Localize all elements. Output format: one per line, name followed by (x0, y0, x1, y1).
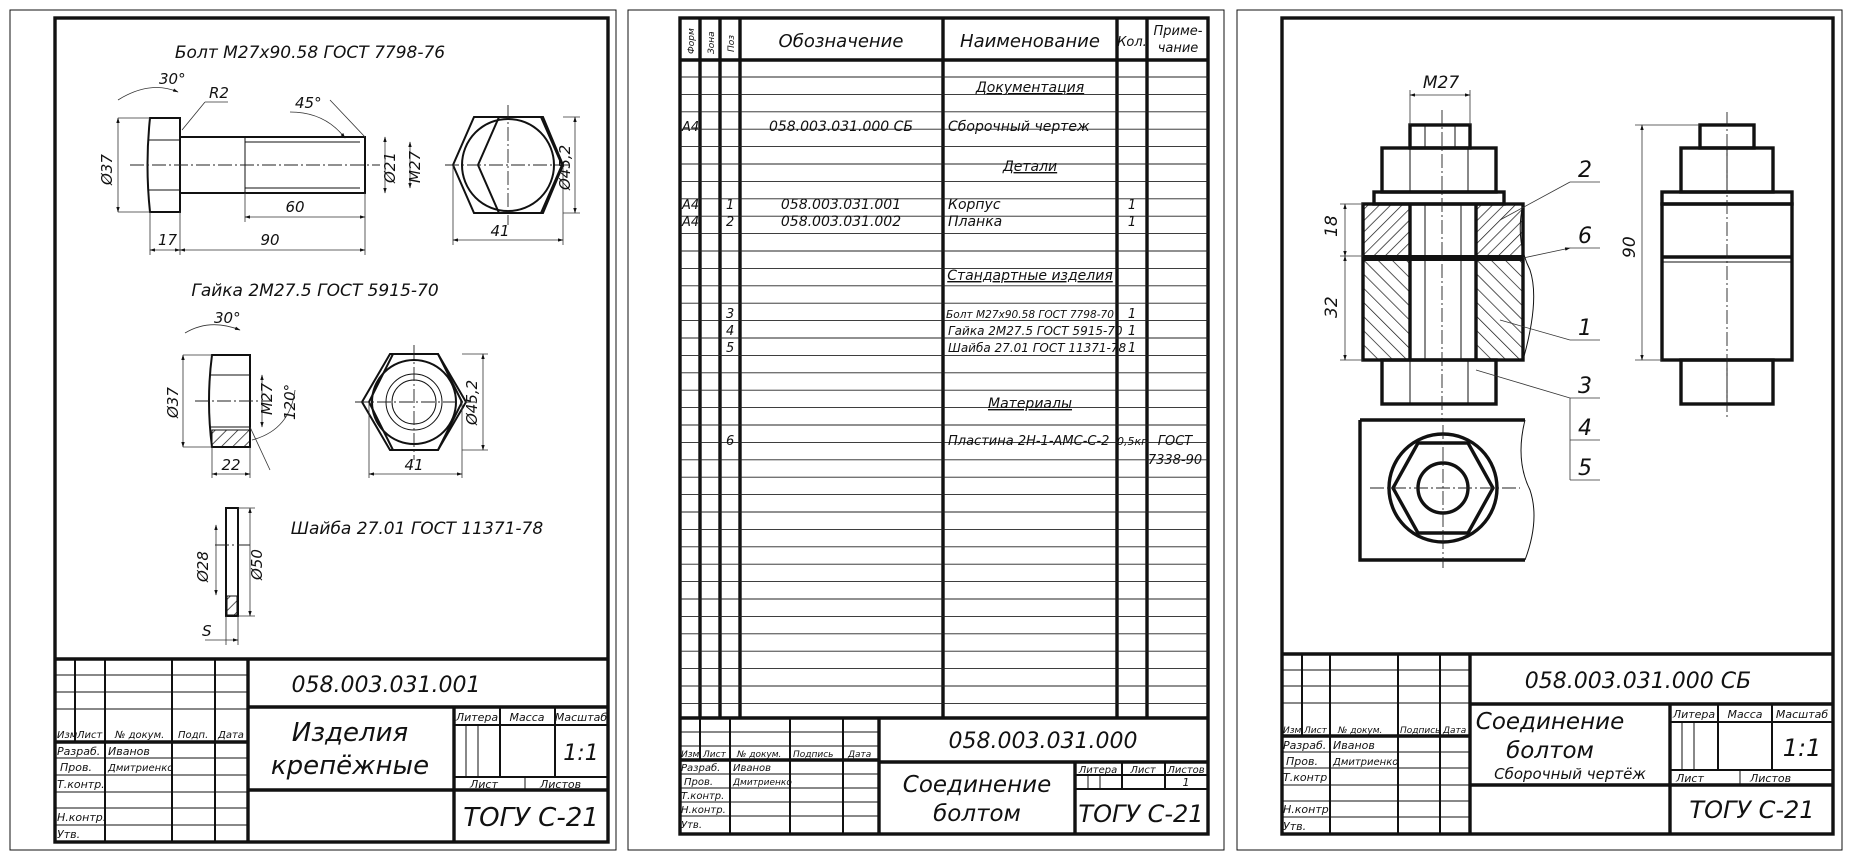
col-qty-header: Кол. (1117, 35, 1147, 50)
spec-row (726, 341, 1136, 356)
sheet-assembly-drawing (1237, 10, 1842, 850)
col-format-header: Форм (687, 28, 697, 54)
sheet2-listov-header: Листов (1167, 765, 1205, 776)
assembly-height-18-label: 18 (1322, 215, 1342, 237)
sheet2-drawing-code: 058.003.031.000 (948, 729, 1138, 754)
thread-length-label: 60 (285, 198, 305, 216)
col-note-header-1: Приме- (1153, 24, 1203, 39)
section-parts: Детали (1002, 159, 1058, 175)
sheet2-h-doc: № докум. (737, 750, 782, 760)
sheet2-list-header: Лист (1130, 765, 1156, 776)
head-height-label: 17 (158, 231, 178, 249)
sheet1-drawing-code: 058.003.031.001 (291, 673, 481, 698)
callout-4: 4 (1578, 416, 1592, 441)
sheet2-role-tech-control: Т.контр. (681, 791, 725, 802)
hex-flat-label: 41 (490, 222, 510, 240)
spec-row (726, 307, 1136, 322)
nut-side-view (183, 325, 295, 478)
nut-angle-label: 30° (214, 309, 241, 327)
sheet2-role-developer: Разраб. (681, 763, 721, 774)
spec-row-note-continued: 7338-90 (1147, 453, 1203, 468)
assembly-height-32-label: 32 (1322, 296, 1342, 318)
spec-row-name: Шайба 27.01 ГОСТ 11371-78 (948, 341, 1127, 355)
callout-5: 5 (1578, 456, 1592, 481)
sheet1-role-developer: Разраб. (57, 745, 101, 758)
nut-title: Гайка 2М27.5 ГОСТ 5915-70 (191, 281, 439, 301)
sheet1-litera-header: Литера (455, 711, 499, 724)
sheet2-checker-name: Дмитриенко (733, 778, 792, 788)
spec-row-note: ГОСТ (1157, 434, 1193, 449)
spec-row-quantity: 1 (1127, 198, 1137, 213)
sheet1-h-list: Лист (77, 730, 103, 741)
sheet1-developer-name: Иванов (108, 745, 150, 758)
sheet3-title-line1: Соединение (1475, 709, 1625, 735)
sheet3-role-checker: Пров. (1286, 755, 1318, 768)
spec-row-quantity: 0,5кг (1117, 435, 1147, 448)
sheet1-scale-header: Масштаб (554, 711, 608, 724)
sheet1-h-sign: Подп. (178, 730, 209, 741)
assembly-total-height-label: 90 (1620, 236, 1640, 258)
washer-inner-diameter-label: Ø28 (194, 551, 212, 582)
sheet-specification (628, 10, 1224, 850)
sheet3-list-header: Лист (1676, 772, 1704, 785)
sheet3-scale-header: Масштаб (1775, 708, 1829, 721)
spec-row-name: Корпус (948, 197, 1001, 213)
bolt-angle-label: 30° (159, 70, 186, 88)
spec-row-name: Болт М27х90.58 ГОСТ 7798-70 (946, 308, 1114, 321)
sheet1-listov-header: Листов (540, 778, 582, 791)
assembly-side-view (1635, 112, 1792, 420)
sheet3-checker-name: Дмитриенко (1333, 757, 1399, 768)
assembly-top-view (1360, 420, 1534, 568)
spec-row (726, 324, 1136, 339)
spec-row-designation: 058.003.031.001 (780, 197, 902, 213)
callout-2: 2 (1578, 158, 1592, 183)
col-note-header-2: чание (1157, 41, 1199, 56)
sheet3-h-doc: № докум. (1338, 726, 1383, 736)
hex-diagonal-label: Ø45,2 (556, 144, 574, 190)
sheet3-role-norm-control: Н.контр (1283, 803, 1329, 816)
shank-diameter-label: Ø21 (381, 152, 399, 183)
sheet2-title-line2: болтом (933, 801, 1021, 827)
sheet1-role-tech-control: Т.контр. (57, 778, 105, 791)
sheet2-role-approver: Утв. (681, 820, 702, 831)
sheet-fastener-details (10, 10, 616, 850)
spec-row-position: 6 (726, 434, 735, 449)
sheet2-listov-value: 1 (1182, 776, 1190, 789)
washer-title: Шайба 27.01 ГОСТ 11371-78 (290, 519, 544, 539)
nut-hex-diagonal-label: Ø45,2 (463, 379, 481, 425)
sheet3-developer-name: Иванов (1333, 739, 1375, 752)
sheet3-subtitle: Сборочный чертёж (1494, 765, 1646, 783)
spec-row (726, 434, 1202, 468)
sheet1-role-approver: Утв. (57, 828, 81, 841)
sheet2-h-list: Лист (703, 750, 726, 760)
sheet1-list-header: Лист (470, 778, 498, 791)
spec-row-quantity: 1 (1127, 307, 1137, 322)
spec-row-name: Гайка 2М27.5 ГОСТ 5915-70 (948, 324, 1123, 338)
spec-row-format: А4 (682, 120, 700, 135)
spec-row-position: 4 (726, 324, 735, 339)
sheet1-h-doc: № докум. (115, 730, 165, 741)
nut-cone-label: 120° (281, 383, 299, 420)
spec-row-position: 5 (726, 341, 735, 356)
nut-height-label: 22 (221, 456, 241, 474)
sheet1-role-norm-control: Н.контр. (57, 811, 107, 824)
sheet3-h-list: Лист (1304, 726, 1327, 736)
sheet1-organization: ТОГУ С-21 (463, 803, 599, 833)
sheet3-role-approver: Утв. (1283, 820, 1307, 833)
bolt-side-view (118, 88, 410, 256)
spec-row-name: Пластина 2Н-1-АМС-С-2 (948, 434, 1110, 449)
spec-row-quantity: 1 (1127, 215, 1137, 230)
spec-row-designation: 058.003.031.000 СБ (768, 119, 914, 135)
section-materials: Материалы (988, 396, 1072, 412)
sheet3-h-sign: Подпись (1400, 726, 1441, 736)
sheet2-h-izm: Изм (681, 750, 700, 760)
sheet3-role-developer: Разраб. (1283, 739, 1327, 752)
spec-row-name: Сборочный чертеж (948, 119, 1090, 135)
sheet1-role-checker: Пров. (60, 761, 92, 774)
sheet1-title-line1: Изделия (291, 718, 409, 748)
sheet2-developer-name: Иванов (733, 763, 772, 774)
washer-outer-diameter-label: Ø50 (248, 549, 266, 580)
sheet1-scale-value: 1:1 (563, 741, 599, 766)
spec-row (681, 197, 1136, 213)
spec-row-name: Планка (948, 214, 1003, 230)
bolt-title: Болт М27х90.58 ГОСТ 7798-76 (174, 43, 446, 63)
nut-hex-flat-label: 41 (404, 456, 424, 474)
sheet2-litera-header: Литера (1078, 765, 1118, 776)
sheet3-litera-header: Литера (1672, 708, 1716, 721)
spec-row-quantity: 1 (1127, 341, 1137, 356)
spec-row-quantity: 1 (1127, 324, 1137, 339)
sheet3-organization: ТОГУ С-21 (1689, 796, 1815, 824)
spec-row-format: А4 (682, 215, 700, 230)
col-designation-header: Обозначение (778, 31, 904, 52)
sheet1-h-date: Дата (218, 730, 244, 741)
sheet2-h-date: Дата (848, 750, 872, 760)
nut-thread-label: M27 (258, 382, 276, 415)
sheet3-drawing-code: 058.003.031.000 СБ (1524, 669, 1752, 694)
sheet2-title-line1: Соединение (902, 772, 1052, 798)
spec-row-designation: 058.003.031.002 (780, 214, 902, 230)
callout-3: 3 (1578, 374, 1592, 399)
section-standard-items: Стандартные изделия (947, 268, 1113, 284)
sheet3-listov-header: Листов (1750, 772, 1792, 785)
sheet3-scale-value: 1:1 (1782, 734, 1822, 762)
sheet1-checker-name: Дмитриенко (108, 763, 174, 774)
thread-label: M27 (406, 150, 424, 183)
callout-6: 6 (1578, 224, 1592, 249)
bolt-radius-label: R2 (209, 84, 229, 102)
sheet1-title-line2: крепёжные (270, 751, 430, 781)
sheet3-role-tech-control: Т.контр (1283, 771, 1328, 784)
chamfer-label: 45° (295, 94, 322, 112)
sheet3-title-line2: болтом (1506, 738, 1594, 764)
sheet3-h-izm: Изм (1283, 726, 1302, 736)
sheet3-massa-header: Масса (1727, 708, 1763, 721)
sheet2-organization: ТОГУ С-21 (1078, 800, 1204, 828)
bolt-length-label: 90 (260, 231, 280, 249)
col-zone-header: Зона (707, 31, 717, 54)
assembly-thread-label: M27 (1422, 73, 1460, 93)
spec-row-position: 1 (726, 198, 735, 213)
spec-row-format: А4 (682, 198, 700, 213)
section-documentation: Документация (975, 80, 1085, 96)
sheet3-h-date: Дата (1443, 726, 1467, 736)
sheet1-h-izm: Изм (57, 730, 78, 741)
spec-row-position: 2 (726, 215, 735, 230)
nut-diameter-label: Ø37 (164, 387, 182, 418)
sheet2-role-norm-control: Н.контр. (681, 805, 726, 816)
callout-1: 1 (1578, 316, 1592, 341)
washer-thickness-label: S (202, 622, 212, 640)
sheet1-massa-header: Масса (509, 711, 545, 724)
col-pos-header: Поз (727, 34, 737, 52)
sheet2-role-checker: Пров. (684, 777, 714, 788)
spec-row-position: 3 (726, 307, 735, 322)
col-name-header: Наименование (960, 31, 1100, 52)
sheet2-h-sign: Подпись (793, 750, 834, 760)
spec-row (681, 119, 1090, 135)
head-diameter-label: Ø37 (98, 154, 116, 185)
sheet2-outer-border (628, 10, 1224, 850)
